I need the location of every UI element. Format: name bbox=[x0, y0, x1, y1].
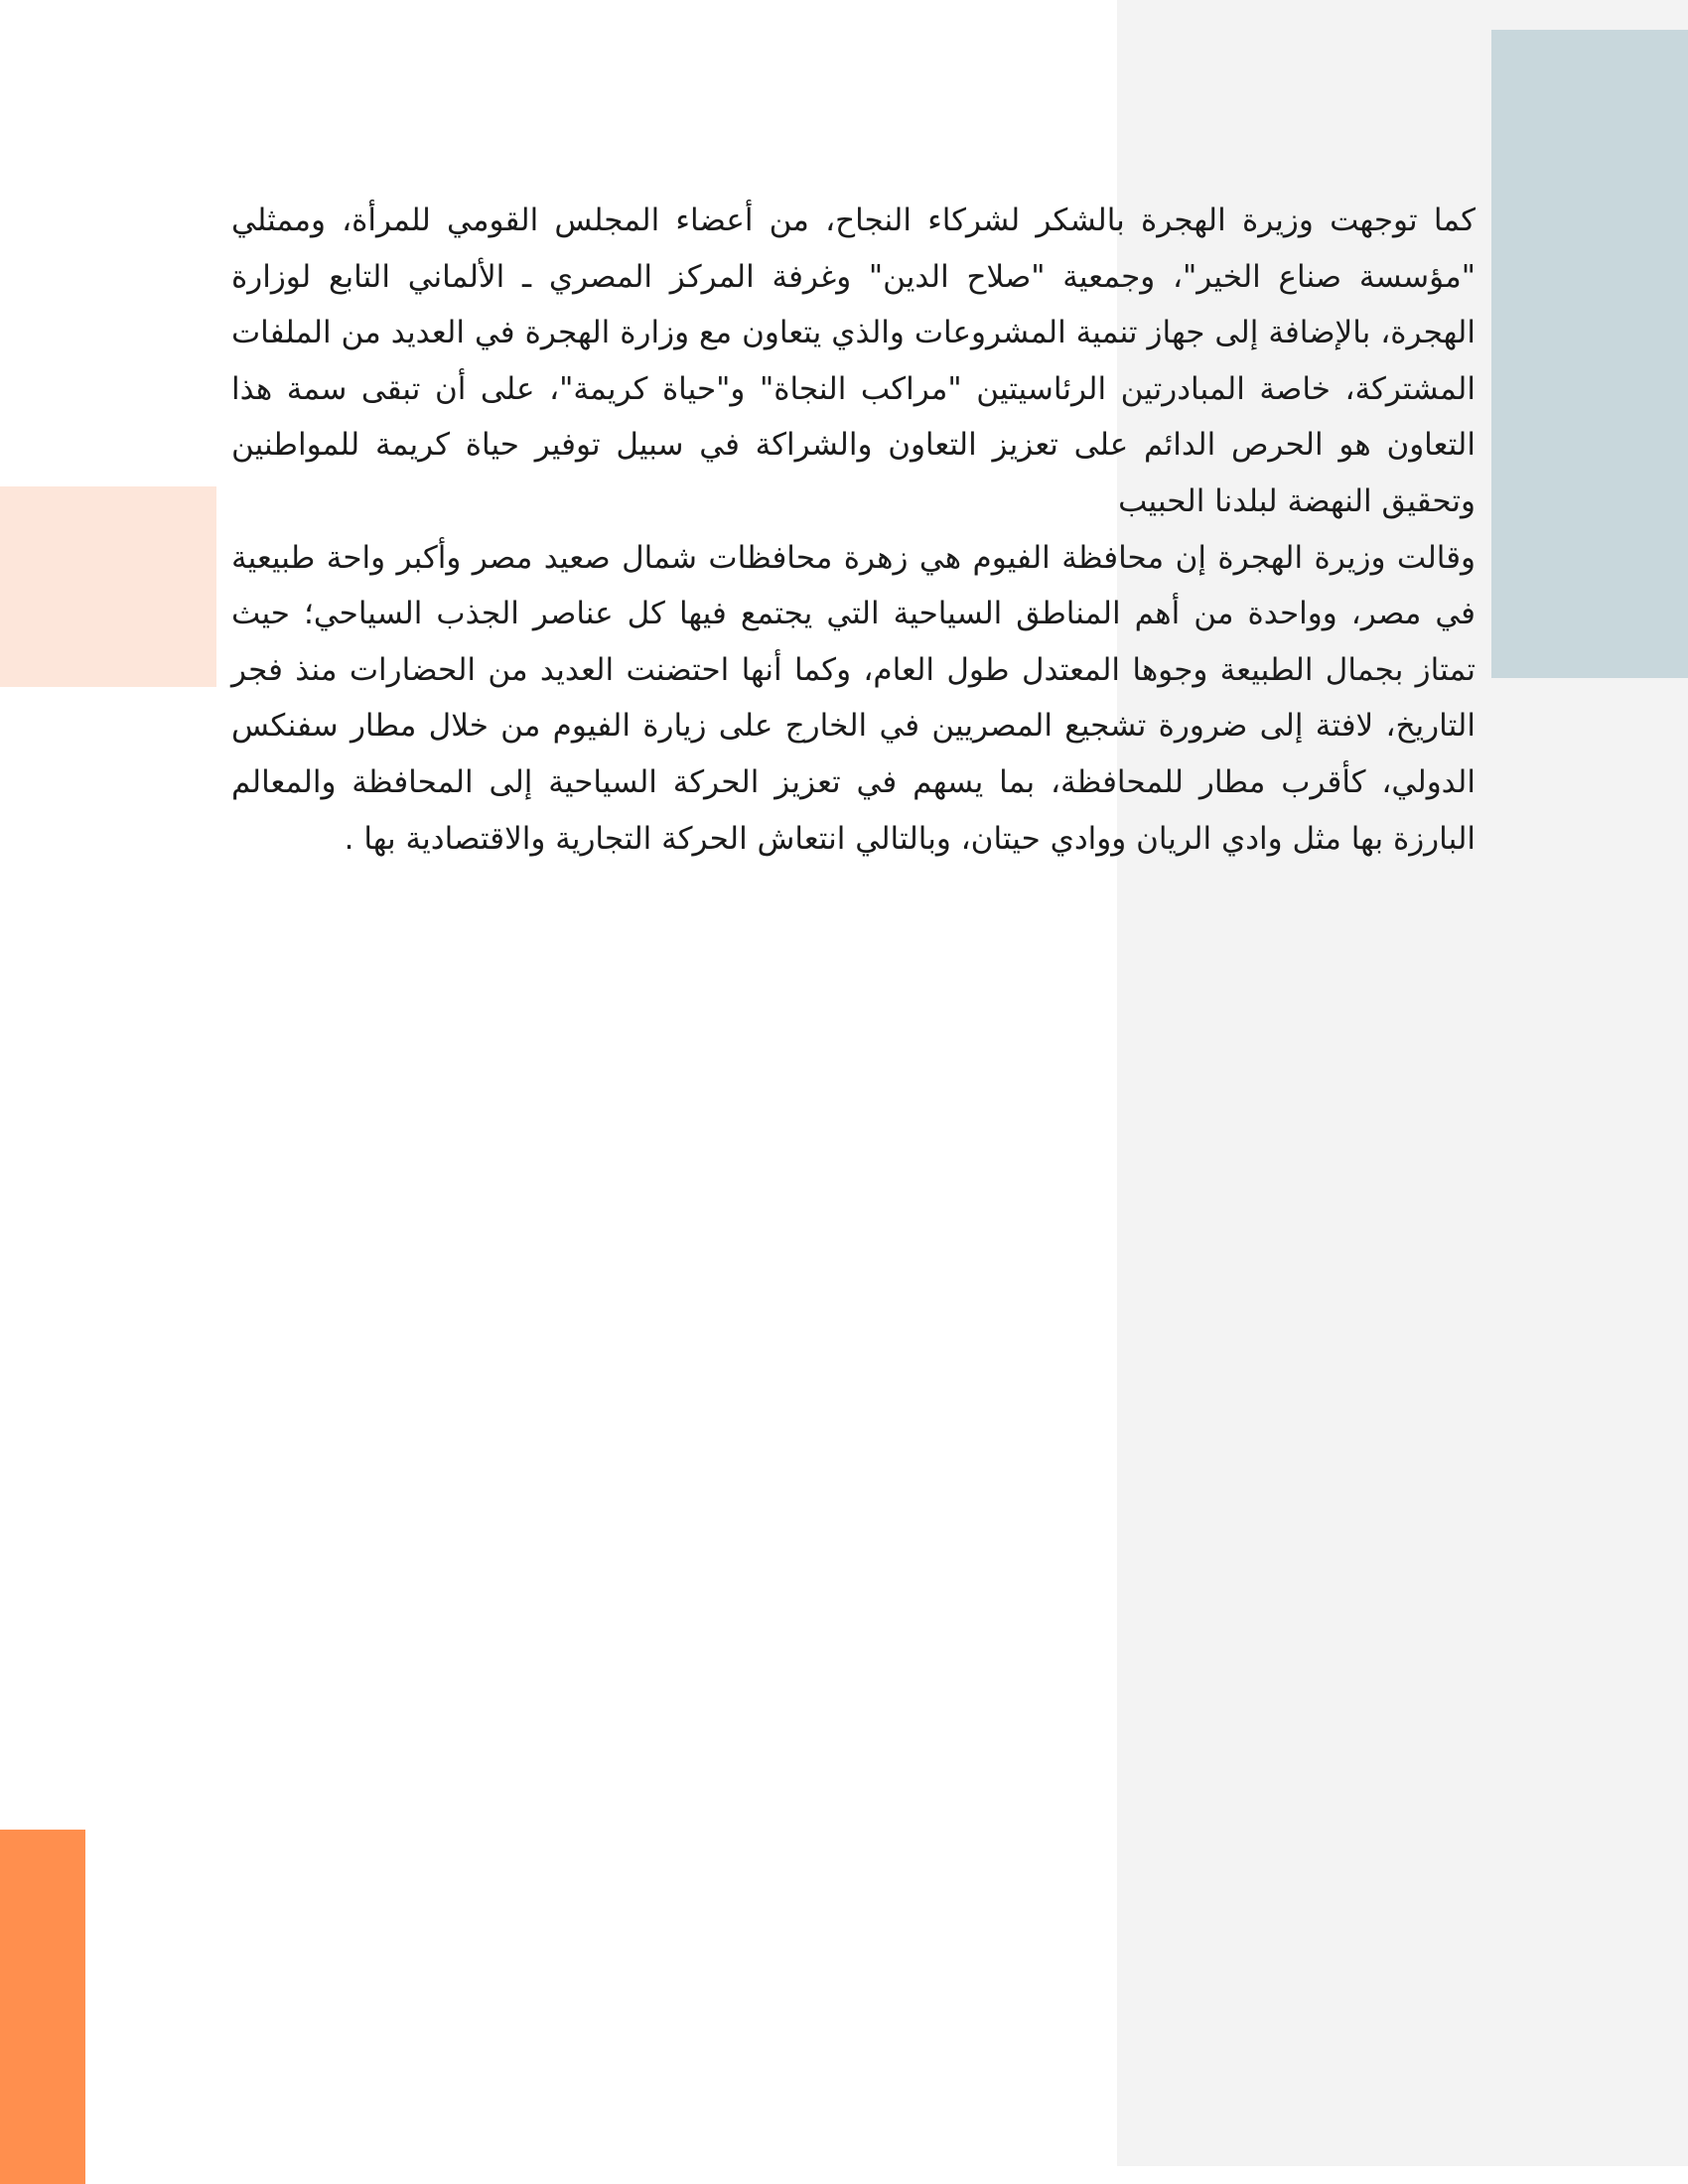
paragraph-2: وقالت وزيرة الهجرة إن محافظة الفيوم هي زهرة محافظات شمال صعيد مصر وأكبر واحة طبيعية في مصر، وواحدة من أهم المناطق السياحية التي يجتمع فيها كل عناصر الجذب السياحي؛ حيث تمتاز بجمال الطبيعة وجوها المعتدل طول العام، وكما أنها احتضنت العديد من الحضارات منذ فجر التاريخ، لافتة إلى ضرورة تشجيع المصريين في الخارج على زيارة الفيوم من خلال مطار سفنكس الدولي، كأقرب مطار للمحافظة، بما يسهم في تعزيز الحركة السياحية إلى المحافظة والمعالم البارزة بها مثل وادي الريان ووادي حيتان، وبالتالي انتعاش الحركة التجارية والاقتصادية بها . bbox=[231, 539, 1476, 857]
decorative-peach-block bbox=[0, 486, 216, 687]
paragraph-1: كما توجهت وزيرة الهجرة بالشكر لشركاء النجاح، من أعضاء المجلس القومي للمرأة، وممثلي "مؤسسة صناع الخير"، وجمعية "صلاح الدين" وغرفة المركز المصري ـ الألماني التابع لوزارة الهجرة، بالإضافة إلى جهاز تنمية المشروعات والذي يتعاون مع وزارة الهجرة في العديد من الملفات المشتركة، خاصة المبادرتين الرئاسيتين "مراكب النجاة" و"حياة كريمة"، على أن تبقى سمة هذا التعاون هو الحرص الدائم على تعزيز التعاون والشراكة في سبيل توفير حياة كريمة للمواطنين وتحقيق النهضة لبلدنا الحبيب bbox=[231, 203, 1476, 519]
decorative-orange-bar bbox=[0, 1830, 85, 2184]
decorative-blue-block bbox=[1491, 30, 1688, 678]
document-body bbox=[231, 193, 1476, 867]
